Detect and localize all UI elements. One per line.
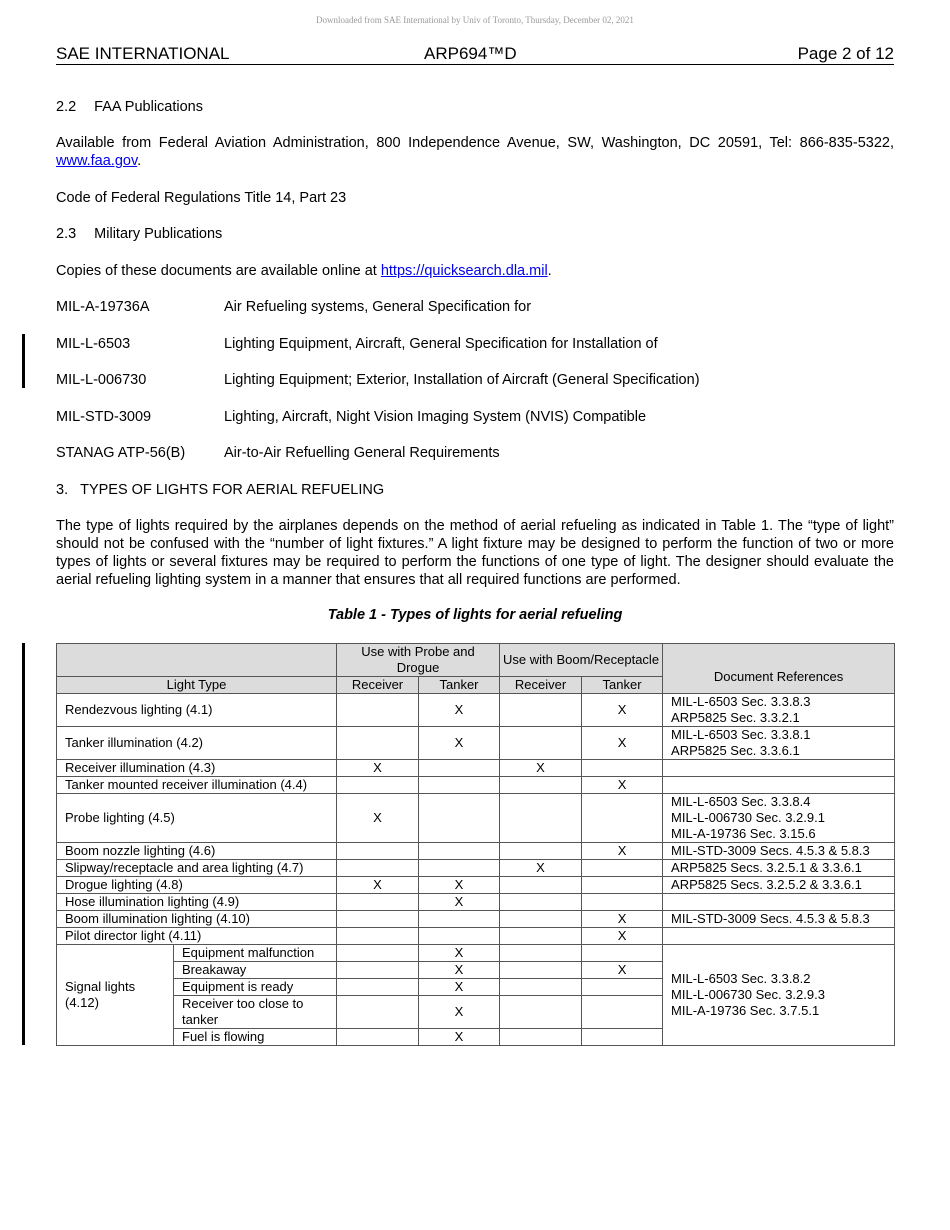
table-row <box>57 777 895 794</box>
boom-receiver-cell <box>500 894 582 911</box>
probe-tanker-cell <box>419 911 500 928</box>
reference-line: ARP5825 Sec. 3.3.2.1 <box>671 710 800 725</box>
table-row <box>57 860 895 877</box>
boom-receiver-cell <box>500 911 582 928</box>
header-probe-receiver: Receiver <box>337 677 419 694</box>
light-type-cell: Rendezvous lighting (4.1) <box>57 694 337 727</box>
boom-receiver-cell <box>500 777 582 794</box>
table-row <box>57 794 895 843</box>
reference-code: MIL-STD-3009 <box>56 409 152 425</box>
reference-code: MIL-L-006730 <box>56 372 147 388</box>
header-probe-tanker: Tanker <box>419 677 500 694</box>
probe-receiver-cell <box>337 962 419 979</box>
document-references-cell <box>663 794 895 843</box>
probe-tanker-cell <box>419 928 500 945</box>
document-references-cell <box>663 760 895 777</box>
signal-type-cell: Breakaway <box>174 962 337 979</box>
light-types-table <box>56 643 895 1046</box>
probe-receiver-cell <box>337 727 419 760</box>
table-row <box>57 877 895 894</box>
probe-tanker-cell: X <box>419 962 500 979</box>
probe-tanker-cell <box>419 794 500 843</box>
signal-type-cell: Fuel is flowing <box>174 1029 337 1046</box>
probe-tanker-cell: X <box>419 694 500 727</box>
boom-tanker-cell: X <box>582 777 663 794</box>
table-row <box>57 727 895 760</box>
light-type-cell: Slipway/receptacle and area lighting (4.7) <box>57 860 337 877</box>
boom-tanker-cell: X <box>582 843 663 860</box>
reference-entry <box>56 298 894 316</box>
probe-tanker-cell <box>419 760 500 777</box>
download-watermark: Downloaded from SAE International by Univ of Toronto, Thursday, December 02, 2021 <box>316 15 634 25</box>
document-references-cell: MIL-STD-3009 Secs. 4.5.3 & 5.8.3 <box>663 843 895 860</box>
probe-receiver-cell <box>337 979 419 996</box>
header-light-type: Light Type <box>57 677 337 694</box>
probe-tanker-cell: X <box>419 996 500 1029</box>
signal-type-cell: Equipment malfunction <box>174 945 337 962</box>
faa-availability-paragraph <box>56 134 894 170</box>
reference-entry <box>56 371 894 389</box>
light-type-cell: Receiver illumination (4.3) <box>57 760 337 777</box>
document-references-cell <box>663 928 895 945</box>
boom-receiver-cell <box>500 727 582 760</box>
reference-code: MIL-L-6503 <box>56 336 131 352</box>
boom-tanker-cell: X <box>582 694 663 727</box>
reference-title: Lighting, Aircraft, Night Vision Imaging System (NVIS) Compatible <box>224 409 647 425</box>
document-references-cell <box>663 694 895 727</box>
header-doc-number: ARP694™D <box>424 44 517 63</box>
section-number: 2.3 <box>56 226 77 242</box>
boom-tanker-cell <box>582 979 663 996</box>
section-number: 2.2 <box>56 99 77 115</box>
boom-tanker-cell <box>582 794 663 843</box>
reference-line: MIL-L-6503 Sec. 3.3.8.4 <box>671 794 811 809</box>
reference-code: MIL-A-19736A <box>56 299 150 315</box>
probe-tanker-cell: X <box>419 894 500 911</box>
boom-receiver-cell <box>500 694 582 727</box>
boom-tanker-cell: X <box>582 962 663 979</box>
table-header-row <box>57 644 895 677</box>
reference-title: Lighting Equipment, Aircraft, General Specification for Installation of <box>224 336 658 352</box>
boom-tanker-cell <box>582 760 663 777</box>
boom-receiver-cell <box>500 877 582 894</box>
header-publisher: SAE INTERNATIONAL <box>56 44 230 63</box>
light-type-cell: Tanker illumination (4.2) <box>57 727 337 760</box>
probe-tanker-cell: X <box>419 979 500 996</box>
probe-receiver-cell <box>337 996 419 1029</box>
section-3-paragraph: The type of lights required by the airplanes depends on the method of aerial refueling as indicated in Table 1. The “type of light” should not be confused with the “number of light fixtures.” A light fixture may be designed to perform the function of two or more types of lights or several fixtures may be required to perform the functions of one type of light. The designer should evaluate the aerial refueling lighting system in a manner that ensures that all required functions are performed. <box>56 518 894 588</box>
probe-receiver-cell <box>337 860 419 877</box>
mil-copies-paragraph <box>56 262 894 280</box>
light-type-cell: Boom illumination lighting (4.10) <box>57 911 337 928</box>
probe-receiver-cell <box>337 894 419 911</box>
reference-line: MIL-L-006730 Sec. 3.2.9.3 <box>671 987 825 1002</box>
header-boom-receptacle: Use with Boom/Receptacle <box>500 644 663 677</box>
table-row <box>57 928 895 945</box>
boom-receiver-cell: X <box>500 760 582 777</box>
faa-link[interactable]: www.faa.gov <box>56 153 138 169</box>
reference-line: MIL-L-6503 Sec. 3.3.8.3 <box>671 694 811 709</box>
boom-receiver-cell <box>500 843 582 860</box>
boom-tanker-cell <box>582 860 663 877</box>
document-references-cell: MIL-STD-3009 Secs. 4.5.3 & 5.8.3 <box>663 911 895 928</box>
header-probe-drogue: Use with Probe and Drogue <box>337 644 500 677</box>
probe-tanker-cell: X <box>419 1029 500 1046</box>
boom-receiver-cell <box>500 996 582 1029</box>
boom-receiver-cell: X <box>500 860 582 877</box>
light-type-cell: Pilot director light (4.11) <box>57 928 337 945</box>
document-references-cell: ARP5825 Secs. 3.2.5.1 & 3.3.6.1 <box>663 860 895 877</box>
signal-type-cell: Equipment is ready <box>174 979 337 996</box>
probe-receiver-cell: X <box>337 760 419 777</box>
reference-line: MIL-A-19736 Sec. 3.7.5.1 <box>671 1003 820 1018</box>
table-row <box>57 945 895 962</box>
boom-tanker-cell: X <box>582 911 663 928</box>
header-page-number: Page 2 of 12 <box>797 44 894 63</box>
probe-receiver-cell <box>337 945 419 962</box>
header-blank-cell <box>57 644 337 677</box>
document-references-cell <box>663 727 895 760</box>
header-document-references: Document References <box>663 644 895 694</box>
document-references-cell <box>663 945 895 1046</box>
boom-tanker-cell <box>582 945 663 962</box>
boom-tanker-cell <box>582 894 663 911</box>
table-row <box>57 911 895 928</box>
reference-line: ARP5825 Sec. 3.3.6.1 <box>671 743 800 758</box>
table-row <box>57 694 895 727</box>
reference-code: STANAG ATP-56(B) <box>56 445 186 461</box>
section-2-2-heading <box>56 98 894 116</box>
faa-period: . <box>137 153 142 169</box>
probe-receiver-cell: X <box>337 877 419 894</box>
probe-tanker-cell: X <box>419 877 500 894</box>
signal-type-cell: Receiver too close to tanker <box>174 996 337 1029</box>
probe-tanker-cell <box>419 843 500 860</box>
reference-line: MIL-L-6503 Sec. 3.3.8.1 <box>671 727 811 742</box>
table-caption: Table 1 - Types of lights for aerial refueling <box>327 607 623 623</box>
table-row <box>57 843 895 860</box>
probe-tanker-cell: X <box>419 727 500 760</box>
faa-availability-text: Available from Federal Aviation Administration, 800 Independence Avenue, SW, Washington, DC 20591, Tel: 866-835-5322, <box>56 135 894 151</box>
probe-tanker-cell <box>419 777 500 794</box>
section-title: Military Publications <box>94 226 223 242</box>
probe-tanker-cell <box>419 860 500 877</box>
boom-receiver-cell <box>500 979 582 996</box>
light-type-cell: Hose illumination lighting (4.9) <box>57 894 337 911</box>
light-type-cell: Probe lighting (4.5) <box>57 794 337 843</box>
probe-receiver-cell <box>337 928 419 945</box>
reference-entry <box>56 335 894 353</box>
probe-receiver-cell: X <box>337 794 419 843</box>
reference-entry <box>56 408 894 426</box>
mil-copies-text: Copies of these documents are available online at <box>56 263 381 279</box>
probe-receiver-cell <box>337 843 419 860</box>
document-references-cell <box>663 777 895 794</box>
signal-lights-section: (4.12) <box>65 995 99 1010</box>
light-type-cell: Tanker mounted receiver illumination (4.4) <box>57 777 337 794</box>
light-type-cell: Boom nozzle lighting (4.6) <box>57 843 337 860</box>
mil-period: . <box>547 263 552 279</box>
boom-tanker-cell <box>582 996 663 1029</box>
revision-change-bar <box>22 643 25 1045</box>
light-type-cell: Drogue lighting (4.8) <box>57 877 337 894</box>
cfr-reference: Code of Federal Regulations Title 14, Part 23 <box>56 190 347 206</box>
section-title: TYPES OF LIGHTS FOR AERIAL REFUELING <box>80 482 385 498</box>
table-row <box>57 894 895 911</box>
reference-line: MIL-L-006730 Sec. 3.2.9.1 <box>671 810 825 825</box>
boom-tanker-cell: X <box>582 727 663 760</box>
boom-receiver-cell <box>500 1029 582 1046</box>
reference-title: Lighting Equipment; Exterior, Installation of Aircraft (General Specification) <box>224 372 700 388</box>
table-row <box>57 760 895 777</box>
boom-tanker-cell: X <box>582 928 663 945</box>
signal-lights-cell <box>57 945 174 1046</box>
probe-tanker-cell: X <box>419 945 500 962</box>
reference-line: MIL-L-6503 Sec. 3.3.8.2 <box>671 971 811 986</box>
boom-tanker-cell <box>582 877 663 894</box>
boom-receiver-cell <box>500 794 582 843</box>
reference-line: MIL-A-19736 Sec. 3.15.6 <box>671 826 816 841</box>
section-3-heading <box>56 481 894 499</box>
section-2-3-heading <box>56 225 894 243</box>
document-references-cell: ARP5825 Secs. 3.2.5.2 & 3.3.6.1 <box>663 877 895 894</box>
document-references-cell <box>663 894 895 911</box>
page-header <box>56 44 894 65</box>
header-boom-receiver: Receiver <box>500 677 582 694</box>
probe-receiver-cell <box>337 911 419 928</box>
header-boom-tanker: Tanker <box>582 677 663 694</box>
boom-receiver-cell <box>500 962 582 979</box>
reference-entry <box>56 444 894 462</box>
section-number: 3. <box>56 482 69 498</box>
section-title: FAA Publications <box>94 99 203 115</box>
probe-receiver-cell <box>337 777 419 794</box>
signal-lights-label: Signal lights <box>65 979 136 994</box>
reference-title: Air-to-Air Refuelling General Requirements <box>224 445 500 461</box>
boom-tanker-cell <box>582 1029 663 1046</box>
probe-receiver-cell <box>337 694 419 727</box>
dla-link[interactable]: https://quicksearch.dla.mil <box>380 263 548 279</box>
probe-receiver-cell <box>337 1029 419 1046</box>
revision-change-bar <box>22 334 25 388</box>
boom-receiver-cell <box>500 945 582 962</box>
boom-receiver-cell <box>500 928 582 945</box>
reference-title: Air Refueling systems, General Specification for <box>224 299 532 315</box>
